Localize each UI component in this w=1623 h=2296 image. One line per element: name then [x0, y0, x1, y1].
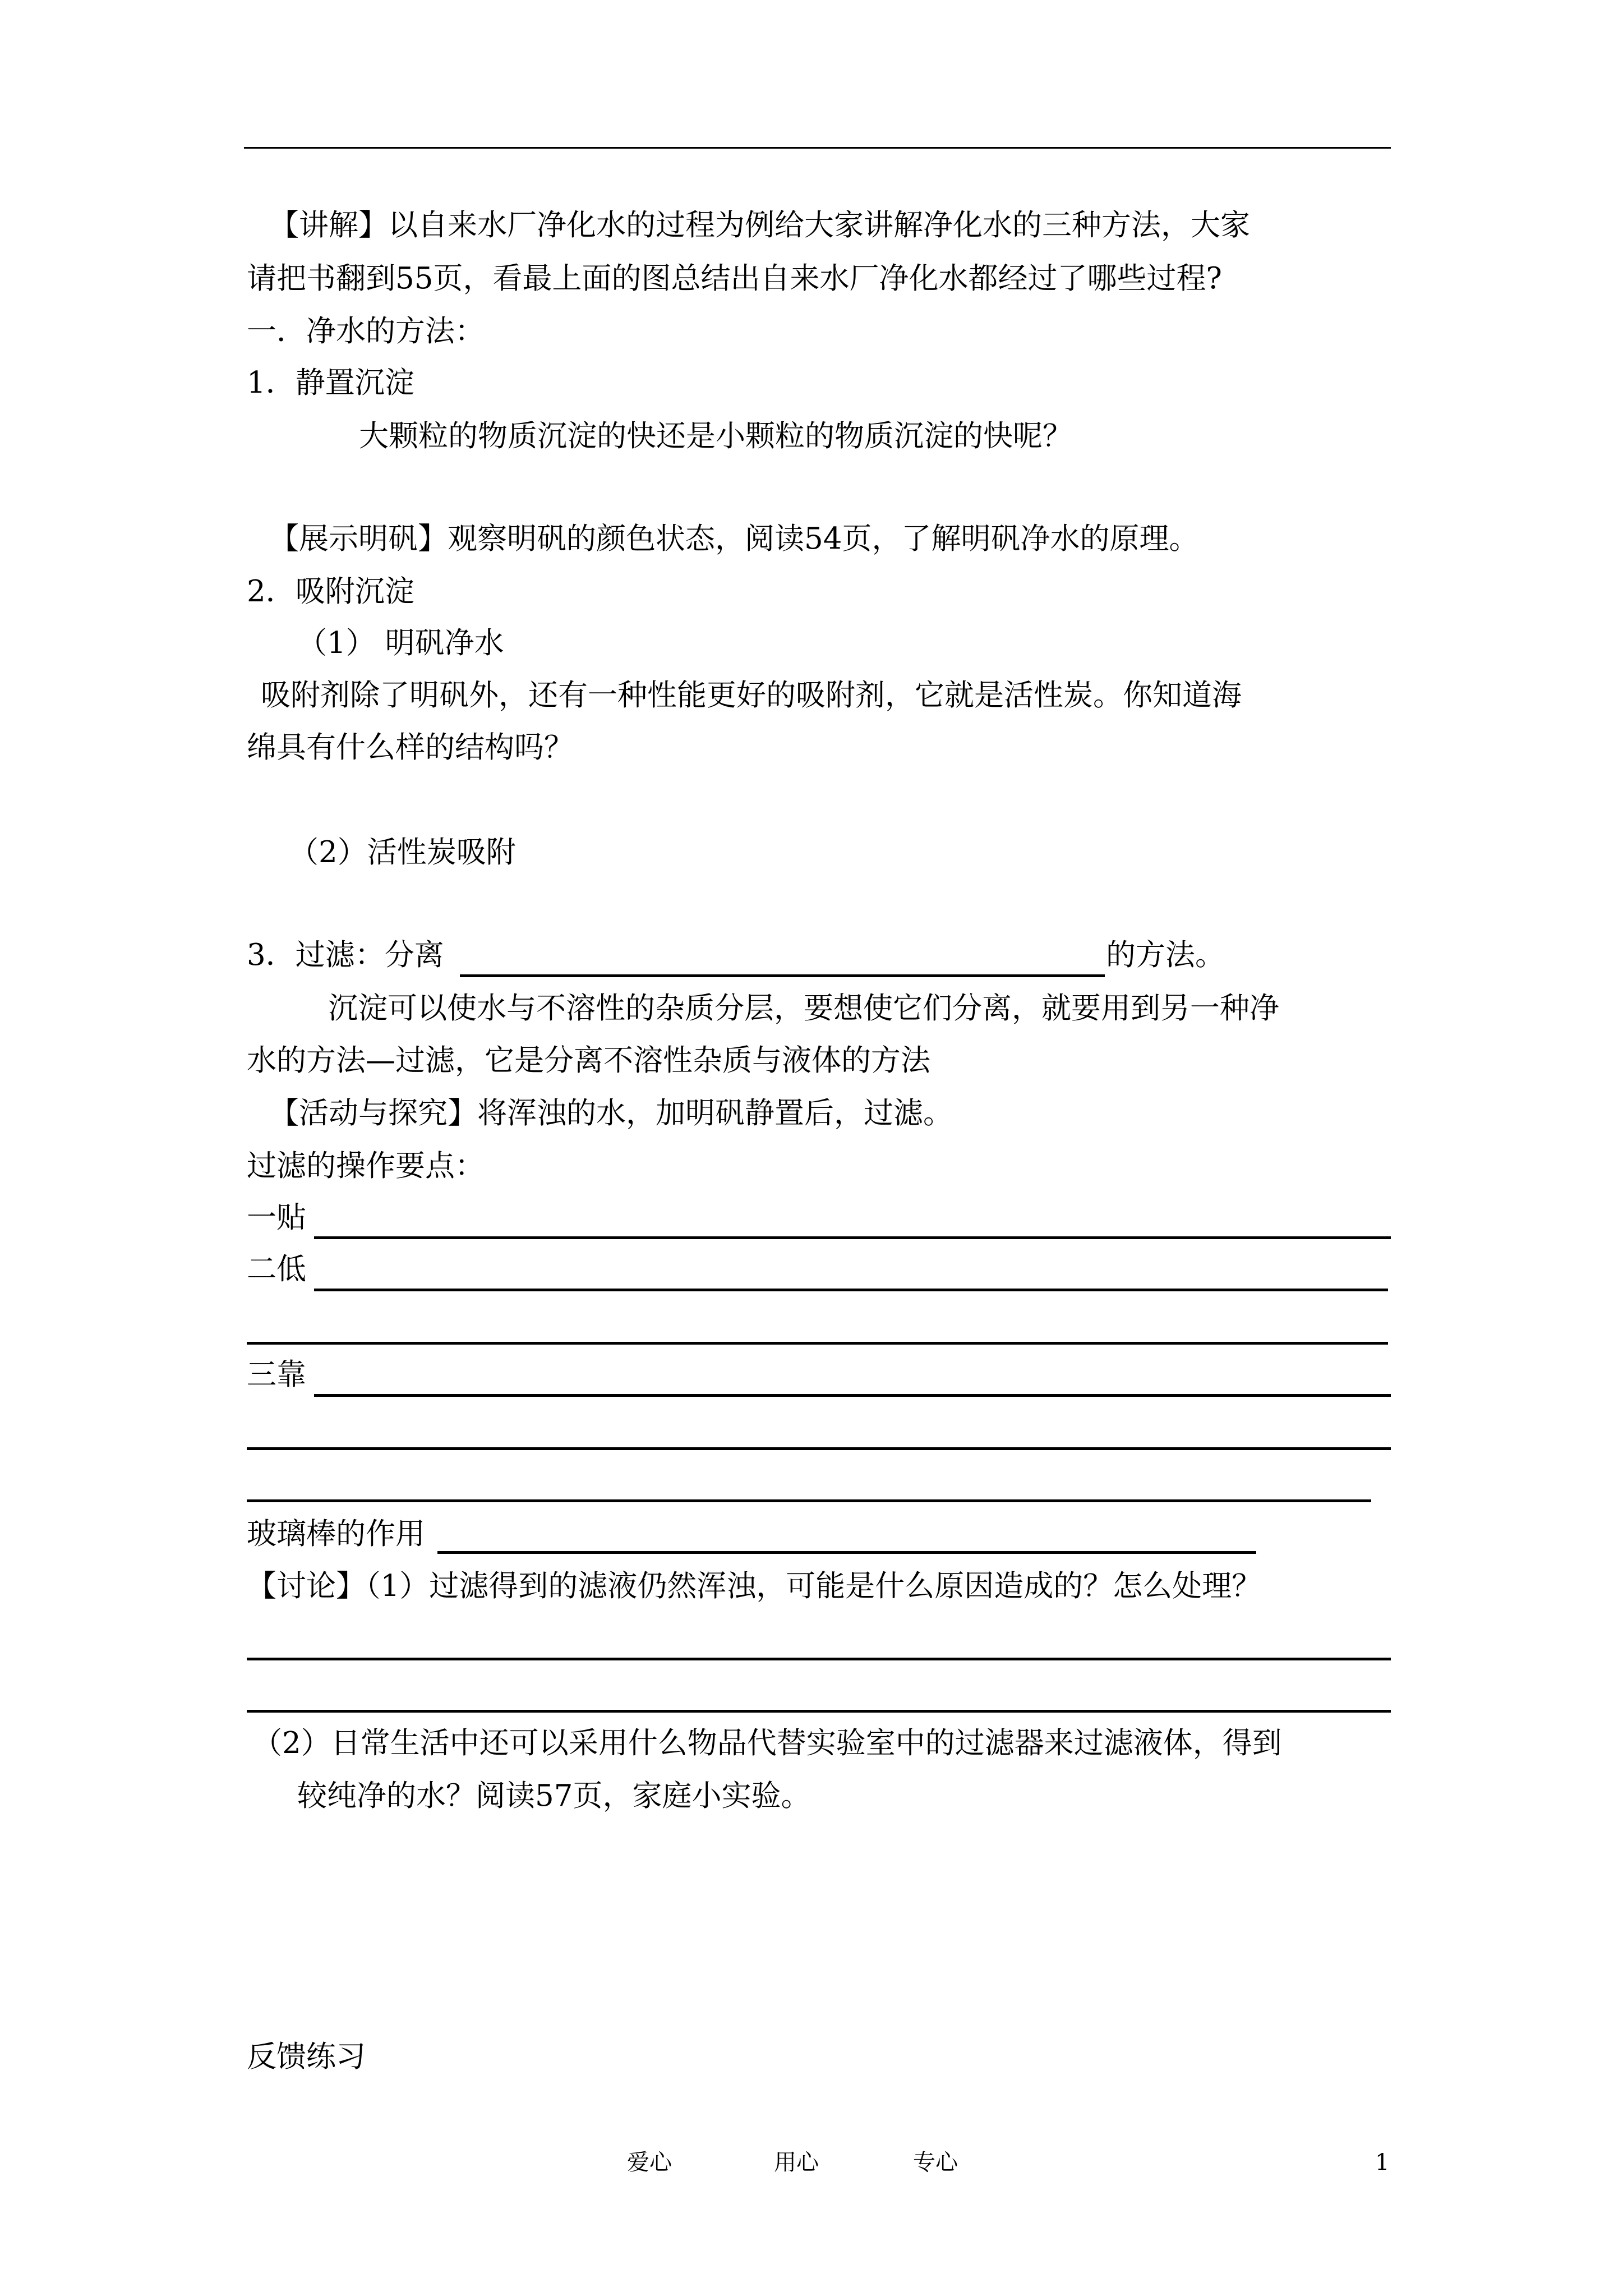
footer-motto-2: 用心 [774, 2150, 819, 2175]
footer-motto-1: 爱心 [627, 2150, 672, 2175]
point2-blank-line [314, 1289, 1388, 1291]
discussion-q2-line-1: （2）日常生活中还可以采用什么物品代替实验室中的过滤器来过滤液体，得到 [252, 1726, 1282, 1760]
item2-para-line-2: 绵具有什么样的结构吗？ [247, 730, 574, 765]
discussion-q1-blank-line-2 [247, 1710, 1391, 1713]
point3-label: 三靠 [247, 1358, 306, 1392]
item2-sub1: （1） 明矾净水 [297, 626, 504, 660]
item2-sub2: （2）活性炭吸附 [289, 835, 516, 869]
section-heading: 一．净水的方法： [247, 314, 485, 348]
item2-para-line-1: 吸附剂除了明矾外，还有一种性能更好的吸附剂，它就是活性炭。你知道海 [261, 678, 1242, 712]
item3-para-line-1: 沉淀可以使水与不溶性的杂质分层，要想使它们分离，就要用到另一种净 [328, 991, 1279, 1025]
item3-prefix: 3．过滤：分离 [247, 938, 444, 972]
page-number: 1 [1375, 2150, 1390, 2175]
discussion-q2-line-2: 较纯净的水？阅读57页，家庭小实验。 [297, 1779, 811, 1813]
discussion-q1: 【讨论】（1）过滤得到的滤液仍然浑浊，可能是什么原因造成的？怎么处理？ [247, 1569, 1262, 1603]
point3-blank-line [314, 1394, 1391, 1397]
item3-suffix: 的方法。 [1106, 938, 1225, 972]
item3-para-line-2: 水的方法—过滤，它是分离不溶性杂质与液体的方法 [247, 1043, 930, 1078]
point2-blank-line-2 [247, 1342, 1388, 1345]
points-title: 过滤的操作要点： [247, 1149, 485, 1183]
point1-label: 一贴 [247, 1200, 306, 1235]
item1-title: 1．静置沉淀 [247, 366, 414, 400]
point3-blank-line-2 [247, 1447, 1391, 1450]
item1-question: 大颗粒的物质沉淀的快还是小颗粒的物质沉淀的快呢？ [359, 419, 1072, 453]
alum-show-text: 【展示明矾】观察明矾的颜色状态，阅读54页，了解明矾净水的原理。 [269, 522, 1199, 556]
rod-blank-line [437, 1551, 1256, 1554]
intro-line-1: 【讲解】以自来水厂净化水的过程为例给大家讲解净化水的三种方法，大家 [269, 208, 1250, 242]
point2-label: 二低 [247, 1252, 306, 1286]
discussion-q1-blank-line [247, 1658, 1391, 1660]
point3-blank-line-3 [247, 1499, 1371, 1502]
activity-text: 【活动与探究】将浑浊的水，加明矾静置后，过滤。 [269, 1096, 953, 1130]
feedback-title: 反馈练习 [247, 2040, 366, 2074]
item3-blank-line [460, 974, 1105, 977]
item2-title: 2．吸附沉淀 [247, 574, 414, 609]
point1-blank-line [314, 1236, 1391, 1239]
header-rule [244, 147, 1391, 149]
rod-label: 玻璃棒的作用 [247, 1517, 425, 1551]
footer-motto-3: 专心 [913, 2150, 958, 2175]
intro-line-2: 请把书翻到55页，看最上面的图总结出自来水厂净化水都经过了哪些过程? [247, 261, 1222, 296]
